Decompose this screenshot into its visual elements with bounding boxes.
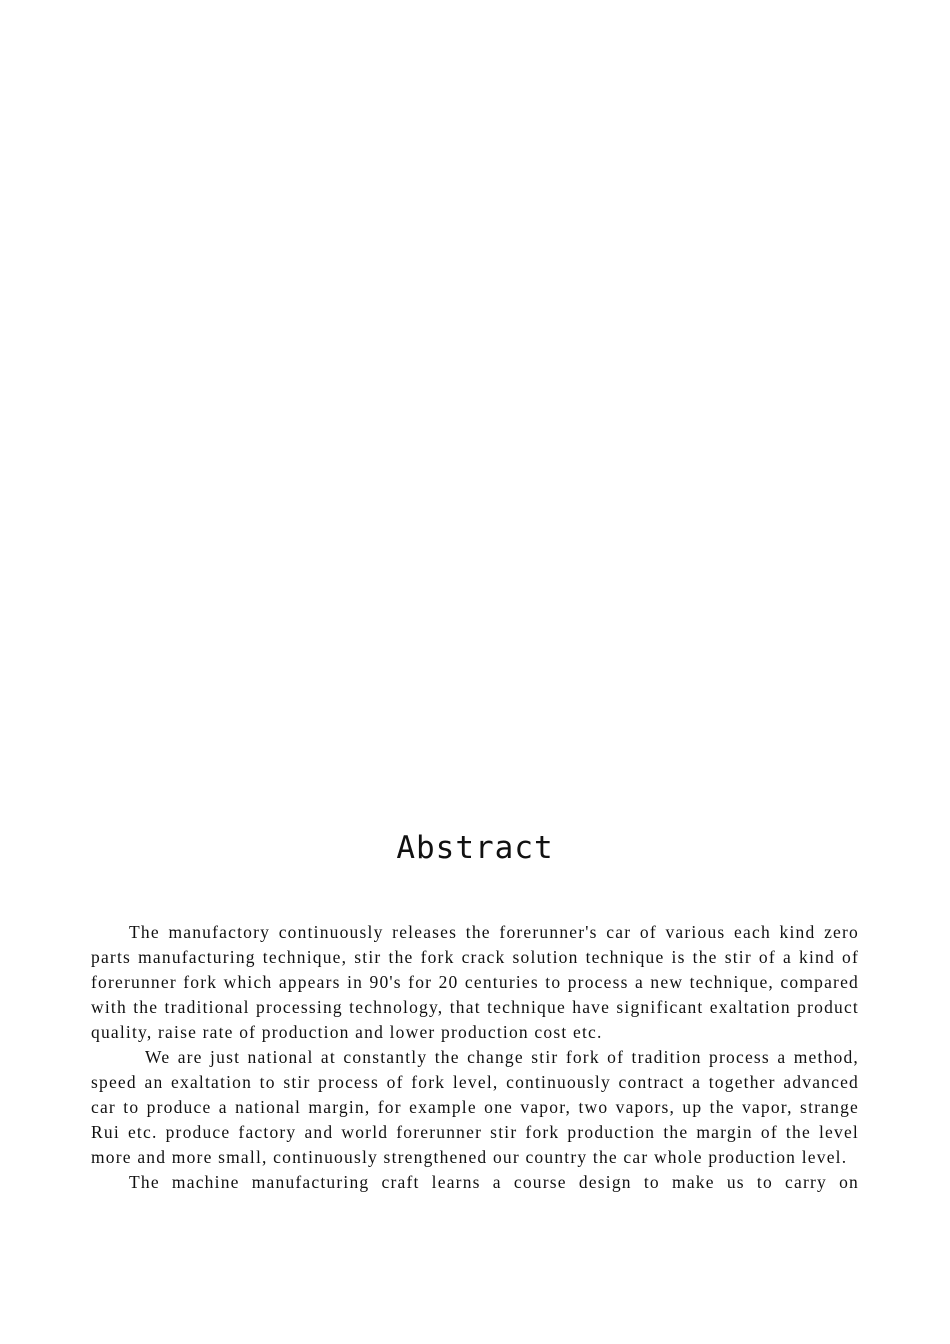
- page-title: Abstract: [396, 830, 554, 866]
- abstract-paragraph-2: We are just national at constantly the change stir fork of tradition process a method, speed an exaltation to stir process of fork level, continuously contract a together advanced car to produce a national margin, for example one vapor, two vapors, up the vapor, strange Rui etc. produce factory and world forerunner stir fork production the margin of the level more and more small, continuously strengthened our country the car whole production level.: [91, 1047, 859, 1167]
- abstract-paragraph-1: The manufactory continuously releases the forerunner's car of various each kind zero parts manufacturing technique, stir the fork crack solution technique is the stir of a kind of forerunner fork which appears in 90's for 20 centuries to process a new technique, compared with the traditional processing technology, that technique have significant exaltation product quality, raise rate of production and lower production cost etc.: [91, 922, 859, 1042]
- abstract-body: [91, 920, 859, 1195]
- abstract-paragraph-3: The machine manufacturing craft learns a course design to make us to carry on: [129, 1172, 859, 1192]
